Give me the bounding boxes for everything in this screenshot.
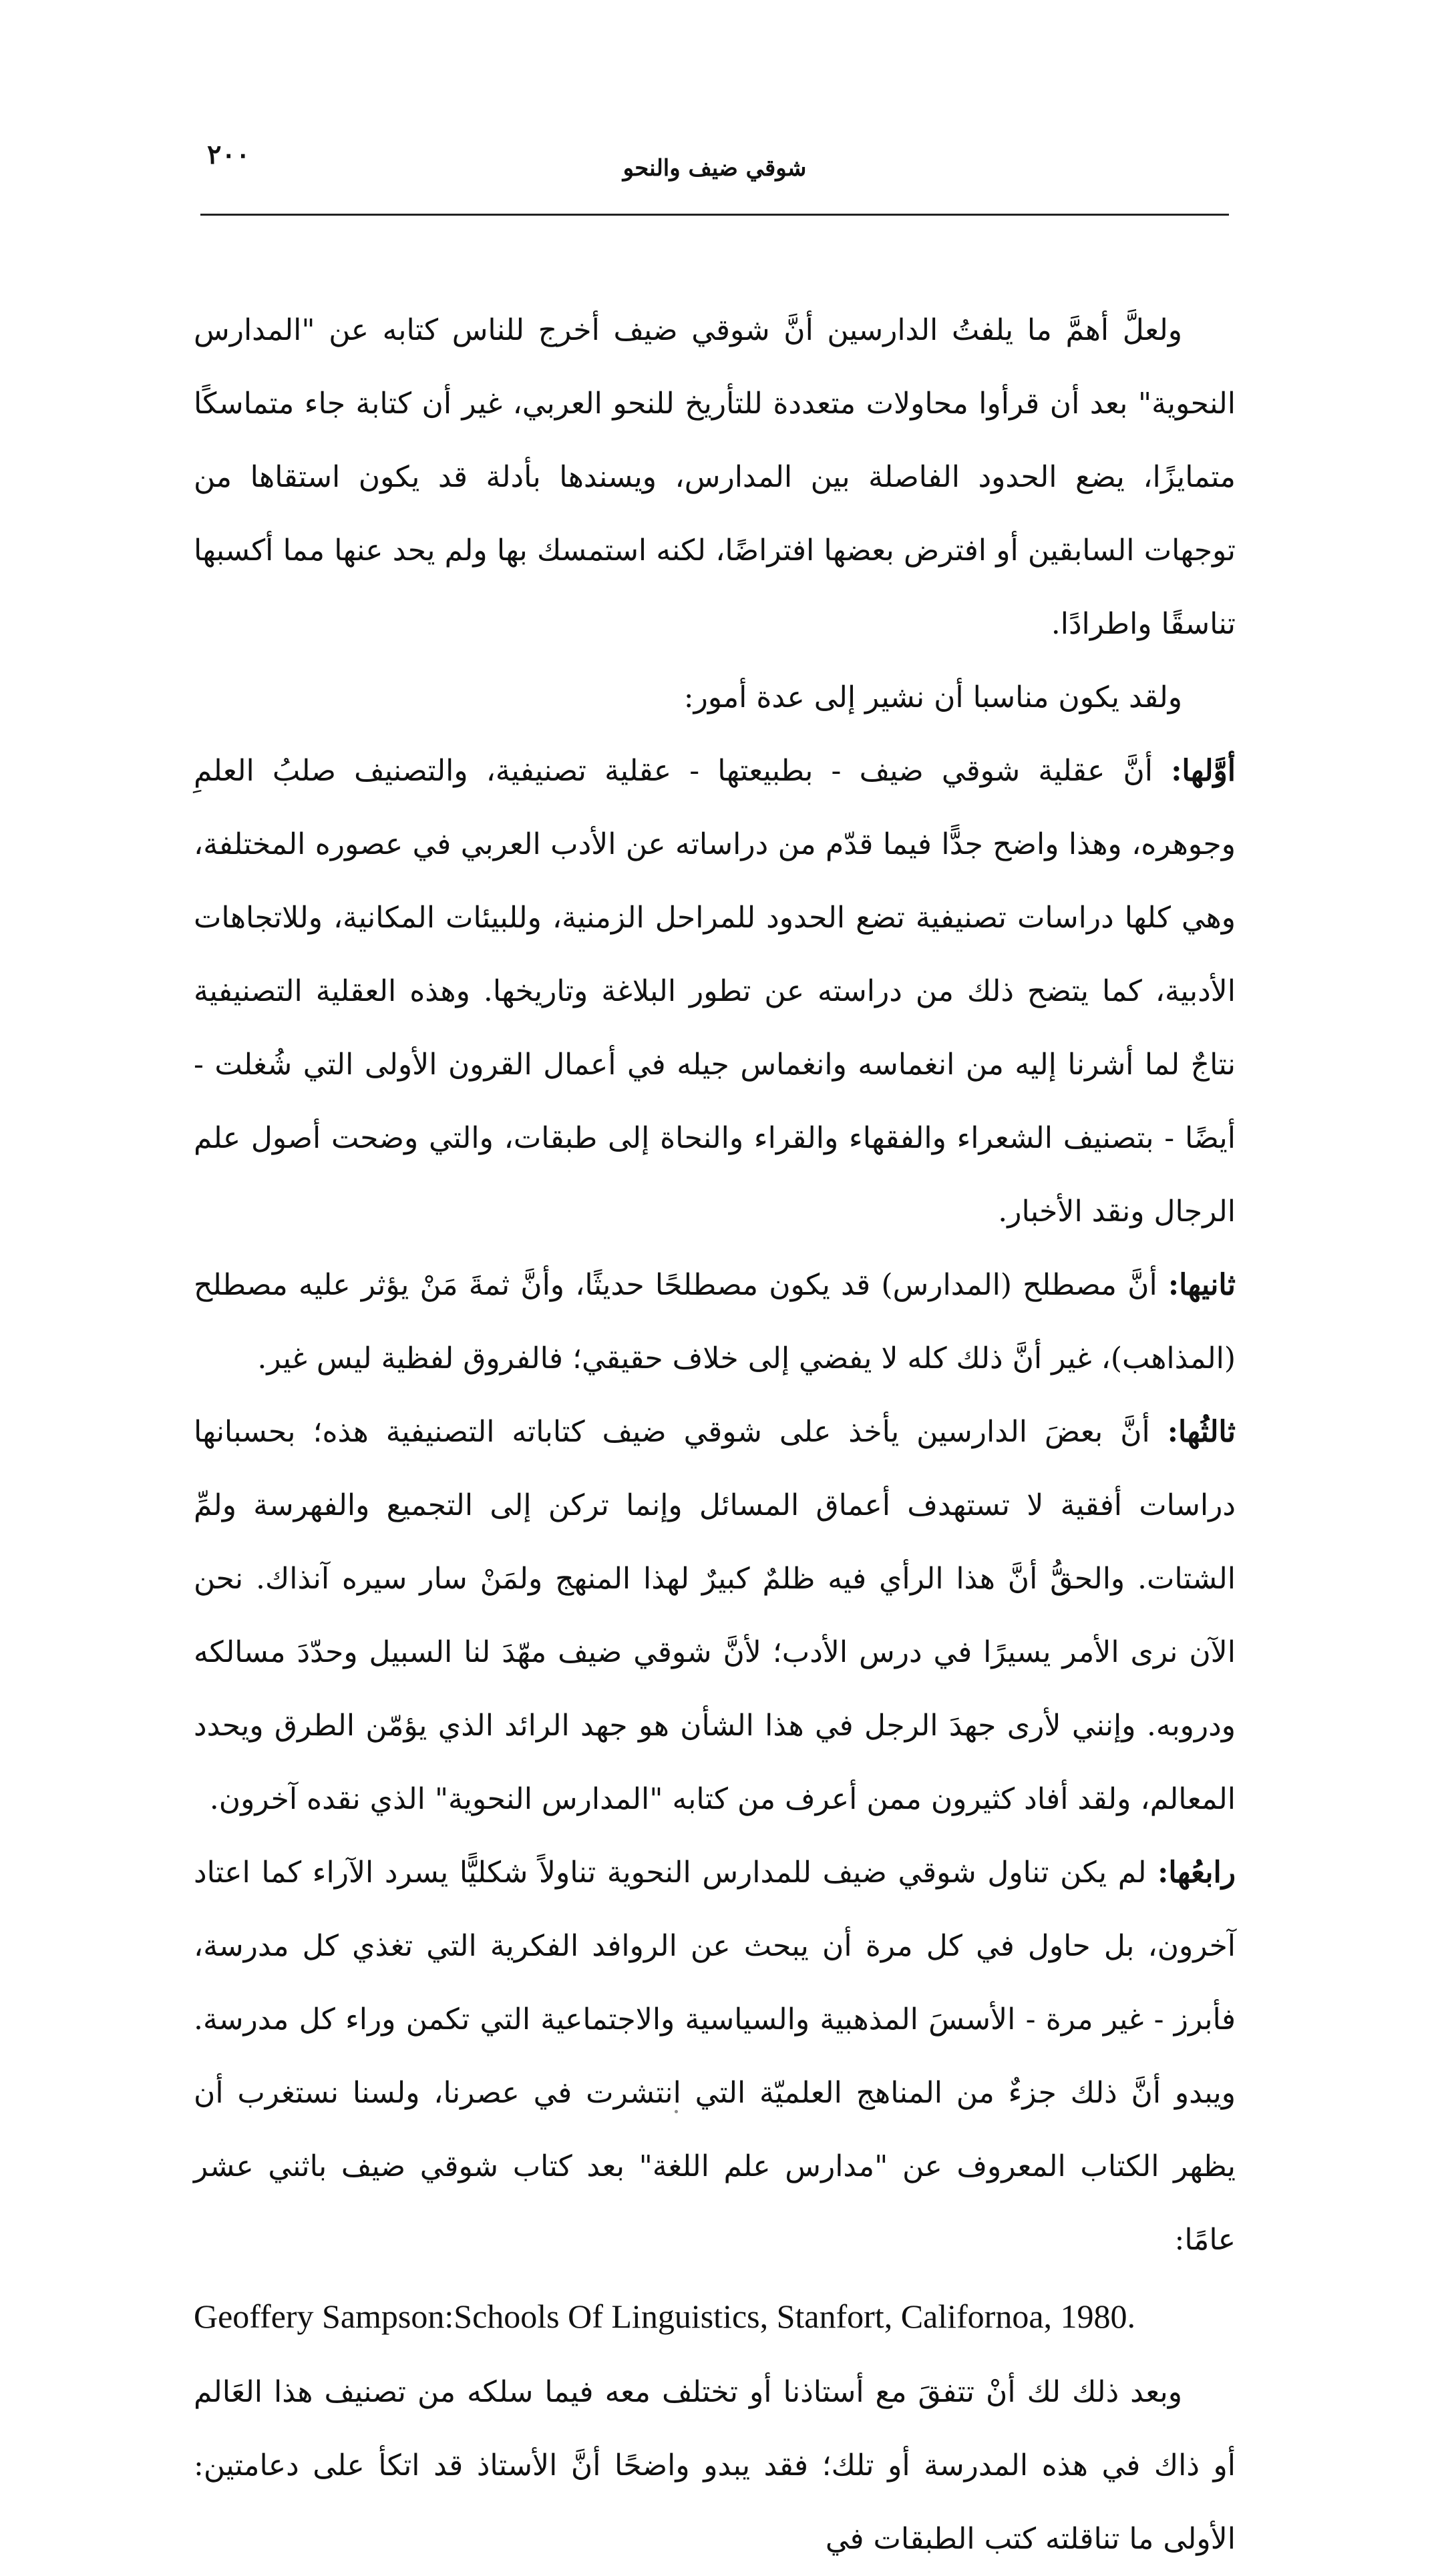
third-point-paragraph [194, 1396, 1236, 1836]
intro-paragraph: ولعلَّ أهمَّ ما يلفتُ الدارسين أنَّ شوقي ضيف أخرج للناس كتابه عن "المدارس النحوية" بعد أن قرأوا محاولات متعددة للتأريخ للنحو العربي، غير أن كتابة جاء متماسكًا متمايزًا، يضع الحدود الفاصلة بين المدارس، ويسندها بأدلة قد يكون استقاها من توجهات السابقين أو افترض بعضها افتراضًا، لكنه استمسك بها ولم يحد عنها مما أكسبها تناسقًا واطرادًا. [194, 313, 1236, 641]
fourth-point-paragraph [194, 1836, 1236, 2277]
third-point-text: أنَّ بعضَ الدارسين يأخذ على شوقي ضيف كتاباته التصنيفية هذه؛ بحسبانها دراسات أفقية لا تستهدف أعماق المسائل وإنما تركن إلى التجميع والفهرسة ولمِّ الشتات. والحقُّ أنَّ هذا الرأي فيه ظلمٌ كبيرٌ لهذا المنهج ولمَنْ سار سيره آنذاك. نحن الآن نرى الأمر يسيرًا في درس الأدب؛ لأنَّ شوقي ضيف مهّدَ لنا السبيل وحدّدَ مسالكه ودروبه. وإنني لأرى جهدَ الرجل في هذا الشأن هو جهد الرائد الذي يؤمّن الطرق ويحدد المعالم، ولقد أفاد كثيرون ممن أعرف من كتابه "المدارس النحوية" الذي نقده آخرون. [194, 1415, 1236, 1816]
second-point-text: أنَّ مصطلح (المدارس) قد يكون مصطلحًا حديثًا، وأنَّ ثمةَ مَنْ يؤثر عليه مصطلح (المذاهب)، غير أنَّ ذلك كله لا يفضي إلى خلاف حقيقي؛ فالفروق لفظية ليس غير. [194, 1268, 1236, 1375]
running-title: شوقي ضيف والنحو [622, 155, 807, 182]
transition-paragraph: ولقد يكون مناسبا أن نشير إلى عدة أمور: [683, 680, 1182, 714]
first-point-text: أنَّ عقلية شوقي ضيف - بطبيعتها - عقلية تصنيفية، والتصنيف صلبُ العلمِ وجوهره، وهذا واضح جدًّا فيما قدّم من دراساته عن الأدب العربي في عصوره المختلفة، وهي كلها دراسات تصنيفية تضع الحدود للمراحل الزمنية، وللبيئات المكانية، وللاتجاهات الأدبية، كما يتضح ذلك من دراسته عن تطور البلاغة وتاريخها. وهذه العقلية التصنيفية نتاجٌ لما أشرنا إليه من انغماسه وانغماس جيله في أعمال القرون الأولى التي شُغلت - أيضًا - بتصنيف الشعراء والفقهاء والقراء والنحاة إلى طبقات، والتي وضحت أصول علم الرجال ونقد الأخبار. [194, 754, 1236, 1229]
fourth-point-lead: رابعُها: [1157, 1856, 1236, 1890]
first-point-paragraph [194, 734, 1236, 1249]
scan-speck [675, 2110, 678, 2113]
second-point-paragraph [194, 1249, 1236, 1396]
page-header [200, 134, 1229, 216]
english-citation: Geoffery Sampson:Schools Of Linguistics, Stanfort, Californoa, 1980. [194, 2298, 1136, 2335]
first-point-lead: أوَّلها: [1171, 754, 1236, 788]
fourth-point-text: لم يكن تناول شوقي ضيف للمدارس النحوية تناولاً شكليًّا يسرد الآراء كما اعتاد آخرون، بل حاول في كل مرة أن يبحث عن الروافد الفكرية التي تغذي كل مدرسة، فأبرز - غير مرة - الأسسَ المذهبية والسياسية والاجتماعية التي تكمن وراء كل مدرسة. ويبدو أنَّ ذلك جزءٌ من المناهج العلميّة التي انتشرت في عصرنا، ولسنا نستغرب أن يظهر الكتاب المعروف عن "مدارس علم اللغة" بعد كتاب شوقي ضيف باثني عشر عامًا: [194, 1856, 1236, 2257]
closing-paragraph: وبعد ذلك لك أنْ تتفقَ مع أستاذنا أو تختلف معه فيما سلكه من تصنيف هذا العَالم أو ذاك في هذه المدرسة أو تلك؛ فقد يبدو واضحًا أنَّ الأستاذ قد اتكأ على دعامتين: الأولى ما تناقلته كتب الطبقات في [194, 2375, 1236, 2556]
page-number: ٢٠٠ [207, 139, 250, 170]
third-point-lead: ثالثُها: [1167, 1415, 1236, 1449]
second-point-lead: ثانيها: [1168, 1268, 1236, 1302]
body-text [194, 294, 1236, 2576]
